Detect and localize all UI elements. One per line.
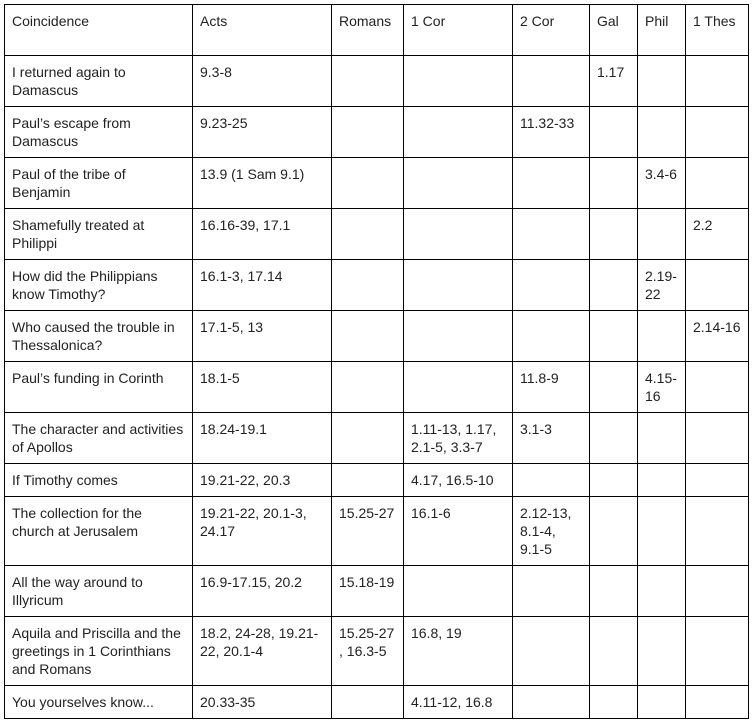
coincidence-cell: How did the Philippians know Timothy? [5, 260, 193, 311]
2-cor-cell [513, 158, 590, 209]
1-thes-cell [686, 56, 749, 107]
1-thes-cell [686, 158, 749, 209]
romans-cell [332, 362, 404, 413]
2-cor-cell: 11.32-33 [513, 107, 590, 158]
phil-cell [638, 497, 686, 566]
1-thes-cell [686, 260, 749, 311]
gal-cell [590, 497, 638, 566]
header-romans: Romans [332, 5, 404, 56]
gal-cell [590, 413, 638, 464]
phil-cell: 3.4-6 [638, 158, 686, 209]
header-row [5, 5, 749, 56]
1-cor-cell: 16.8, 19 [404, 617, 513, 686]
romans-cell [332, 107, 404, 158]
table-row [5, 497, 749, 566]
header-1-cor: 1 Cor [404, 5, 513, 56]
coincidences-table [4, 4, 749, 719]
2-cor-cell: 3.1-3 [513, 413, 590, 464]
romans-cell: 15.18-19 [332, 566, 404, 617]
phil-cell: 2.19-22 [638, 260, 686, 311]
header-gal: Gal [590, 5, 638, 56]
2-cor-cell [513, 464, 590, 497]
romans-cell [332, 260, 404, 311]
gal-cell: 1.17 [590, 56, 638, 107]
1-thes-cell [686, 413, 749, 464]
acts-cell: 19.21-22, 20.1-3, 24.17 [193, 497, 332, 566]
coincidence-cell: If Timothy comes [5, 464, 193, 497]
coincidence-cell: I returned again to Damascus [5, 56, 193, 107]
1-thes-cell [686, 617, 749, 686]
coincidence-cell: Paul of the tribe of Benjamin [5, 158, 193, 209]
table-row [5, 209, 749, 260]
acts-cell: 9.3-8 [193, 56, 332, 107]
acts-cell: 16.1-3, 17.14 [193, 260, 332, 311]
1-cor-cell: 1.11-13, 1.17, 2.1-5, 3.3-7 [404, 413, 513, 464]
acts-cell: 18.2, 24-28, 19.21-22, 20.1-4 [193, 617, 332, 686]
table-row [5, 617, 749, 686]
acts-cell: 9.23-25 [193, 107, 332, 158]
coincidence-cell: Aquila and Priscilla and the greetings in 1 Corinthians and Romans [5, 617, 193, 686]
phil-cell [638, 617, 686, 686]
1-cor-cell [404, 209, 513, 260]
1-thes-cell [686, 107, 749, 158]
2-cor-cell [513, 617, 590, 686]
phil-cell [638, 464, 686, 497]
2-cor-cell [513, 311, 590, 362]
gal-cell [590, 686, 638, 719]
phil-cell [638, 209, 686, 260]
header-coincidence: Coincidence [5, 5, 193, 56]
romans-cell: 15.25-27 [332, 497, 404, 566]
1-cor-cell: 16.1-6 [404, 497, 513, 566]
romans-cell [332, 686, 404, 719]
table-row [5, 413, 749, 464]
romans-cell [332, 464, 404, 497]
phil-cell [638, 566, 686, 617]
1-cor-cell [404, 158, 513, 209]
2-cor-cell [513, 209, 590, 260]
1-cor-cell [404, 566, 513, 617]
1-cor-cell [404, 362, 513, 413]
table-row [5, 566, 749, 617]
table-row [5, 362, 749, 413]
gal-cell [590, 311, 638, 362]
table-row [5, 56, 749, 107]
romans-cell [332, 158, 404, 209]
header-2-cor: 2 Cor [513, 5, 590, 56]
1-thes-cell [686, 686, 749, 719]
phil-cell [638, 413, 686, 464]
romans-cell [332, 209, 404, 260]
phil-cell [638, 107, 686, 158]
acts-cell: 19.21-22, 20.3 [193, 464, 332, 497]
coincidence-cell: The collection for the church at Jerusalem [5, 497, 193, 566]
gal-cell [590, 464, 638, 497]
phil-cell [638, 311, 686, 362]
2-cor-cell [513, 56, 590, 107]
coincidence-cell: The character and activities of Apollos [5, 413, 193, 464]
romans-cell [332, 311, 404, 362]
coincidence-cell: Paul’s escape from Damascus [5, 107, 193, 158]
acts-cell: 16.16-39, 17.1 [193, 209, 332, 260]
coincidence-cell: Shamefully treated at Philippi [5, 209, 193, 260]
acts-cell: 13.9 (1 Sam 9.1) [193, 158, 332, 209]
2-cor-cell [513, 260, 590, 311]
2-cor-cell: 11.8-9 [513, 362, 590, 413]
acts-cell: 18.1-5 [193, 362, 332, 413]
1-cor-cell [404, 107, 513, 158]
gal-cell [590, 158, 638, 209]
1-thes-cell [686, 497, 749, 566]
gal-cell [590, 107, 638, 158]
gal-cell [590, 617, 638, 686]
coincidence-cell: All the way around to Illyricum [5, 566, 193, 617]
coincidence-cell: Who caused the trouble in Thessalonica? [5, 311, 193, 362]
acts-cell: 16.9-17.15, 20.2 [193, 566, 332, 617]
romans-cell [332, 56, 404, 107]
phil-cell [638, 56, 686, 107]
table-row [5, 260, 749, 311]
1-cor-cell [404, 311, 513, 362]
1-cor-cell [404, 56, 513, 107]
table-row [5, 464, 749, 497]
2-cor-cell [513, 566, 590, 617]
1-cor-cell [404, 260, 513, 311]
1-cor-cell: 4.17, 16.5-10 [404, 464, 513, 497]
header-1-thes: 1 Thes [686, 5, 749, 56]
2-cor-cell [513, 686, 590, 719]
header-acts: Acts [193, 5, 332, 56]
gal-cell [590, 566, 638, 617]
gal-cell [590, 260, 638, 311]
phil-cell: 4.15-16 [638, 362, 686, 413]
1-cor-cell: 4.11-12, 16.8 [404, 686, 513, 719]
1-thes-cell [686, 566, 749, 617]
romans-cell [332, 413, 404, 464]
2-cor-cell: 2.12-13, 8.1-4, 9.1-5 [513, 497, 590, 566]
coincidence-cell: Paul’s funding in Corinth [5, 362, 193, 413]
1-thes-cell: 2.2 [686, 209, 749, 260]
header-phil: Phil [638, 5, 686, 56]
table-row [5, 686, 749, 719]
coincidence-cell: You yourselves know... [5, 686, 193, 719]
table-row [5, 158, 749, 209]
acts-cell: 20.33-35 [193, 686, 332, 719]
table-row [5, 107, 749, 158]
gal-cell [590, 209, 638, 260]
acts-cell: 18.24-19.1 [193, 413, 332, 464]
1-thes-cell [686, 362, 749, 413]
romans-cell: 15.25-27 , 16.3-5 [332, 617, 404, 686]
acts-cell: 17.1-5, 13 [193, 311, 332, 362]
table-row [5, 311, 749, 362]
gal-cell [590, 362, 638, 413]
1-thes-cell: 2.14-16 [686, 311, 749, 362]
phil-cell [638, 686, 686, 719]
1-thes-cell [686, 464, 749, 497]
